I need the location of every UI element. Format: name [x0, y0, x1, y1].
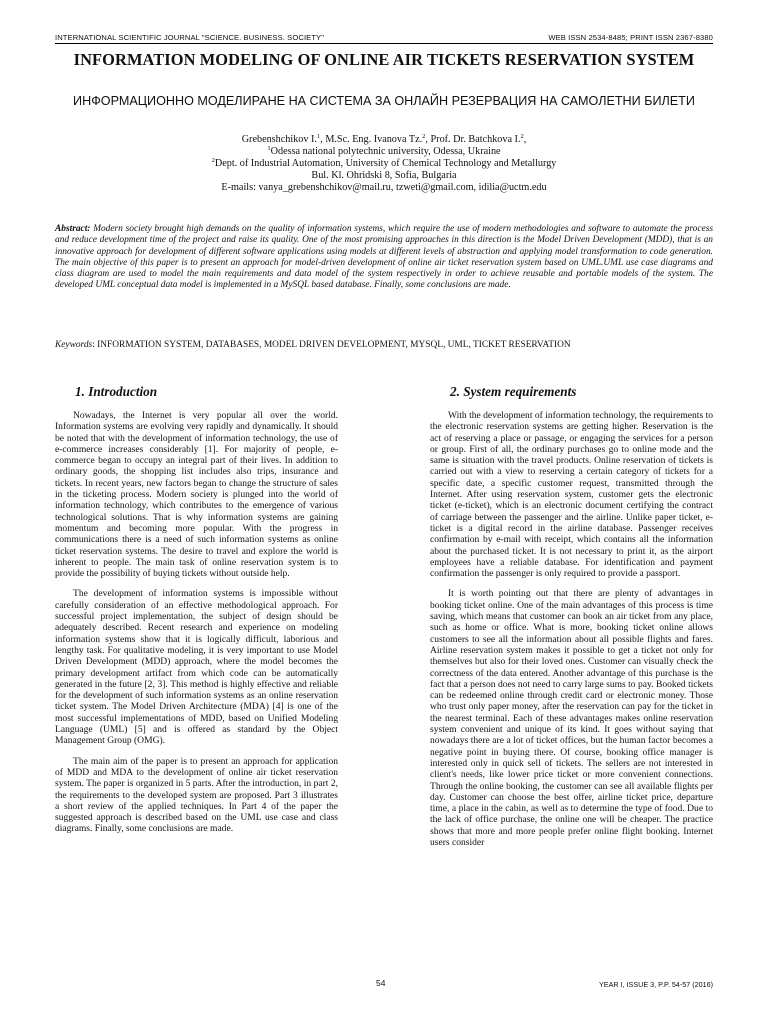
paper-title: INFORMATION MODELING OF ONLINE AIR TICKETS RESERVATION SYSTEM: [73, 50, 695, 69]
keywords: [55, 340, 713, 350]
section-heading-introduction: 1. Introduction: [75, 384, 158, 399]
paragraph: It is worth pointing out that there are plenty of advantages in booking ticket online. One of the main advantages of this process is time saving, which means that customer can book an air ticket from any place, such as home or office. What is more, booking ticket online allows customers to see all the information about all possible flights and fares. Airline reservation system makes it possible to get a ticket not only for themselves but also for their loved ones. Customer can visually check the correctness of the data entered. Another advantage of this purchase is the fact that a person does not need to carry large sums to pay. Booked tickets can be redeemed online through credit card or electronic money. Those who trust only paper money, after the reservation can pay for the ticket in the nearest terminal. Each of these advantages makes online reservation system convenient and unique of its kind. It goes without saying that nowadays there are a lot of ticket offices, but the human factor becomes a negative point in buying there. Of course, booking office manager is interested only in quick sell of tickets. The sellers are not interested in client's needs, like lower price ticket or more convenient connections. Through the online booking, the customer can see all available flights per day. Customer can choose the best offer, airline ticket price, departure time, a place in the cabin, as well as to determine the type of food. Due to the lack of office purchase, the online one will be cheaper. The practice shows that more and more people prefer online flight booking. Internet users consider: [430, 588, 713, 848]
abstract-label: Abstract:: [55, 224, 91, 234]
issn-line: WEB ISSN 2534-8485; PRINT ISSN 2367-8380: [548, 33, 713, 42]
issue-reference: YEAR I, ISSUE 3, P.P. 54-57 (2016): [599, 980, 713, 989]
journal-name: INTERNATIONAL SCIENTIFIC JOURNAL "SCIENCE. BUSINESS. SOCIETY": [55, 33, 325, 42]
paper-subtitle: ИНФОРМАЦИОННО МОДЕЛИРАНЕ НА СИСТЕМА ЗА ОНЛАЙН РЕЗЕРВАЦИЯ НА САМОЛЕТНИ БИЛЕТИ: [73, 94, 695, 108]
affiliation-1: $^1$Odessa national polytechnic university, Odessa, Ukraine: [267, 145, 501, 157]
left-column: [55, 384, 338, 844]
keywords-label: Keywords: [55, 340, 93, 350]
author-block: [60, 134, 708, 194]
abstract: [55, 224, 713, 292]
paragraph: The main aim of the paper is to present an approach for application of MDD and MDA to the development of online air ticket reservation system. The paper is organized in 5 parts. After the introduction, in part 2, the requirements to the developed system are proposed. Part 3 illustrates a short review of the applied techniques. In Part 4 of the paper the suggested approach is described based on the UML use case and class diagrams. Finally, some conclusions are made.: [55, 755, 338, 835]
paragraph: With the development of information technology, the requirements to the electronic reservation systems are getting higher. Reservation is the act of reserving a place or passage, or engaging the services for a person or group. First of all, the ordinary purchases go to online mode and the same is situation with the travel products. Online reservation of tickets is carried out with a view to reserving a certain category of tickets for a specific date, a specific customer request, transmitted through the Internet. After using reservation system, customer gets the electronic ticket (e-ticket), which is an electronic document certifying the contract of carriage between the passenger and the airline. Unlike paper ticket, e-ticket is a digital record in the airline database. Passenger receives confirmation by e-mail with receipt, which contains all the information about the purchased ticket. It is not necessary to print it, as the airport employees have a reliable database. For identification and payment confirmation the passenger is only required to provide a passport.: [430, 410, 713, 580]
abstract-text: Modern society brought high demands on the quality of information systems, which require the use of modern methodologies and software to automate the process and reduce development time of the project and raise its quality. One of the most promising approaches in this direction is the Model Driven Development (MDD), that is an innovative approach for development of different software applications using models at different levels of abstraction and applying model transformation to code generation. The main objective of this paper is to present an approach for model-driven development of online air ticket reservation system based on UML.UML use case diagrams and class diagram are used to model the main requirements and data model of the system respectively in order to achieve reusable and portable models of the system. The developed UML conceptual data model is implemented in a MySQL based database. Finally, some conclusions are made.: [55, 224, 713, 291]
affiliation-address: Bul. Kl. Ohridski 8, Sofia, Bulgaria: [311, 170, 457, 181]
right-column: [430, 384, 713, 857]
header-divider: [55, 43, 713, 44]
keywords-text: : INFORMATION SYSTEM, DATABASES, MODEL DRIVEN DEVELOPMENT, MYSQL, UML, TICKET RESERVATION: [92, 340, 571, 350]
page-number: 54: [376, 978, 386, 988]
section-heading-system-requirements: 2. System requirements: [450, 384, 577, 399]
author-emails: E-mails: vanya_grebenshchikov@mail.ru, tzweti@gmail.com, idilia@uctm.edu: [221, 182, 547, 193]
paragraph: The development of information systems is impossible without carefully consideration of an effective methodological approach. For successful project implementation, the subject of design should be adequately described. Recent research and experience on modeling information systems show that it is logically difficult, laborious and lengthy task. For qualitative modeling, it is very important to use Model Driven Development (MDD) approach, where the model becomes the primary development artifact from which code can be automatically generated in the future [2, 3]. This method is highly effective and reliable for the development of such information systems as an online reservation ticket system. The Model Driven Architecture (MDA) [4] is one of the most successful implementations of MDD, based on Unified Modeling Language (UML) [5] and is offered as standard by the Object Management Group (OMG).: [55, 588, 338, 747]
paragraph: Nowadays, the Internet is very popular all over the world. Information systems are evolving very rapidly and dynamically. It should be noted that with the development of information technology, the use of e-commerce increases considerably [1]. For majority of people, e-commerce began to occupy an integral part of their lives. In addition to ordinary goods, the shopping list includes also trips, insurance and tickets. In recent years, new factors began to change the structure of sales in the ticketing process. Modern society is plunged into the world of information technology, which contributes to the emergence of various technological solutions. That is why information systems are gaining momentum and becoming more popular. With the progress in communications there is a need of such information systems as online ticket reservation systems. The desire to travel and explore the world is inherent to people. The main task of online reservation system is to provide the possibility of buying tickets without outside help.: [55, 410, 338, 580]
author-names: Grebenshchikov I.$^1$, M.Sc. Eng. Ivanova Tz.$^2$, Prof. Dr. Batchkova I.$^2$,: [241, 133, 527, 145]
affiliation-2: $^2$Dept. of Industrial Automation, University of Chemical Technology and Metallurgy: [211, 157, 557, 169]
